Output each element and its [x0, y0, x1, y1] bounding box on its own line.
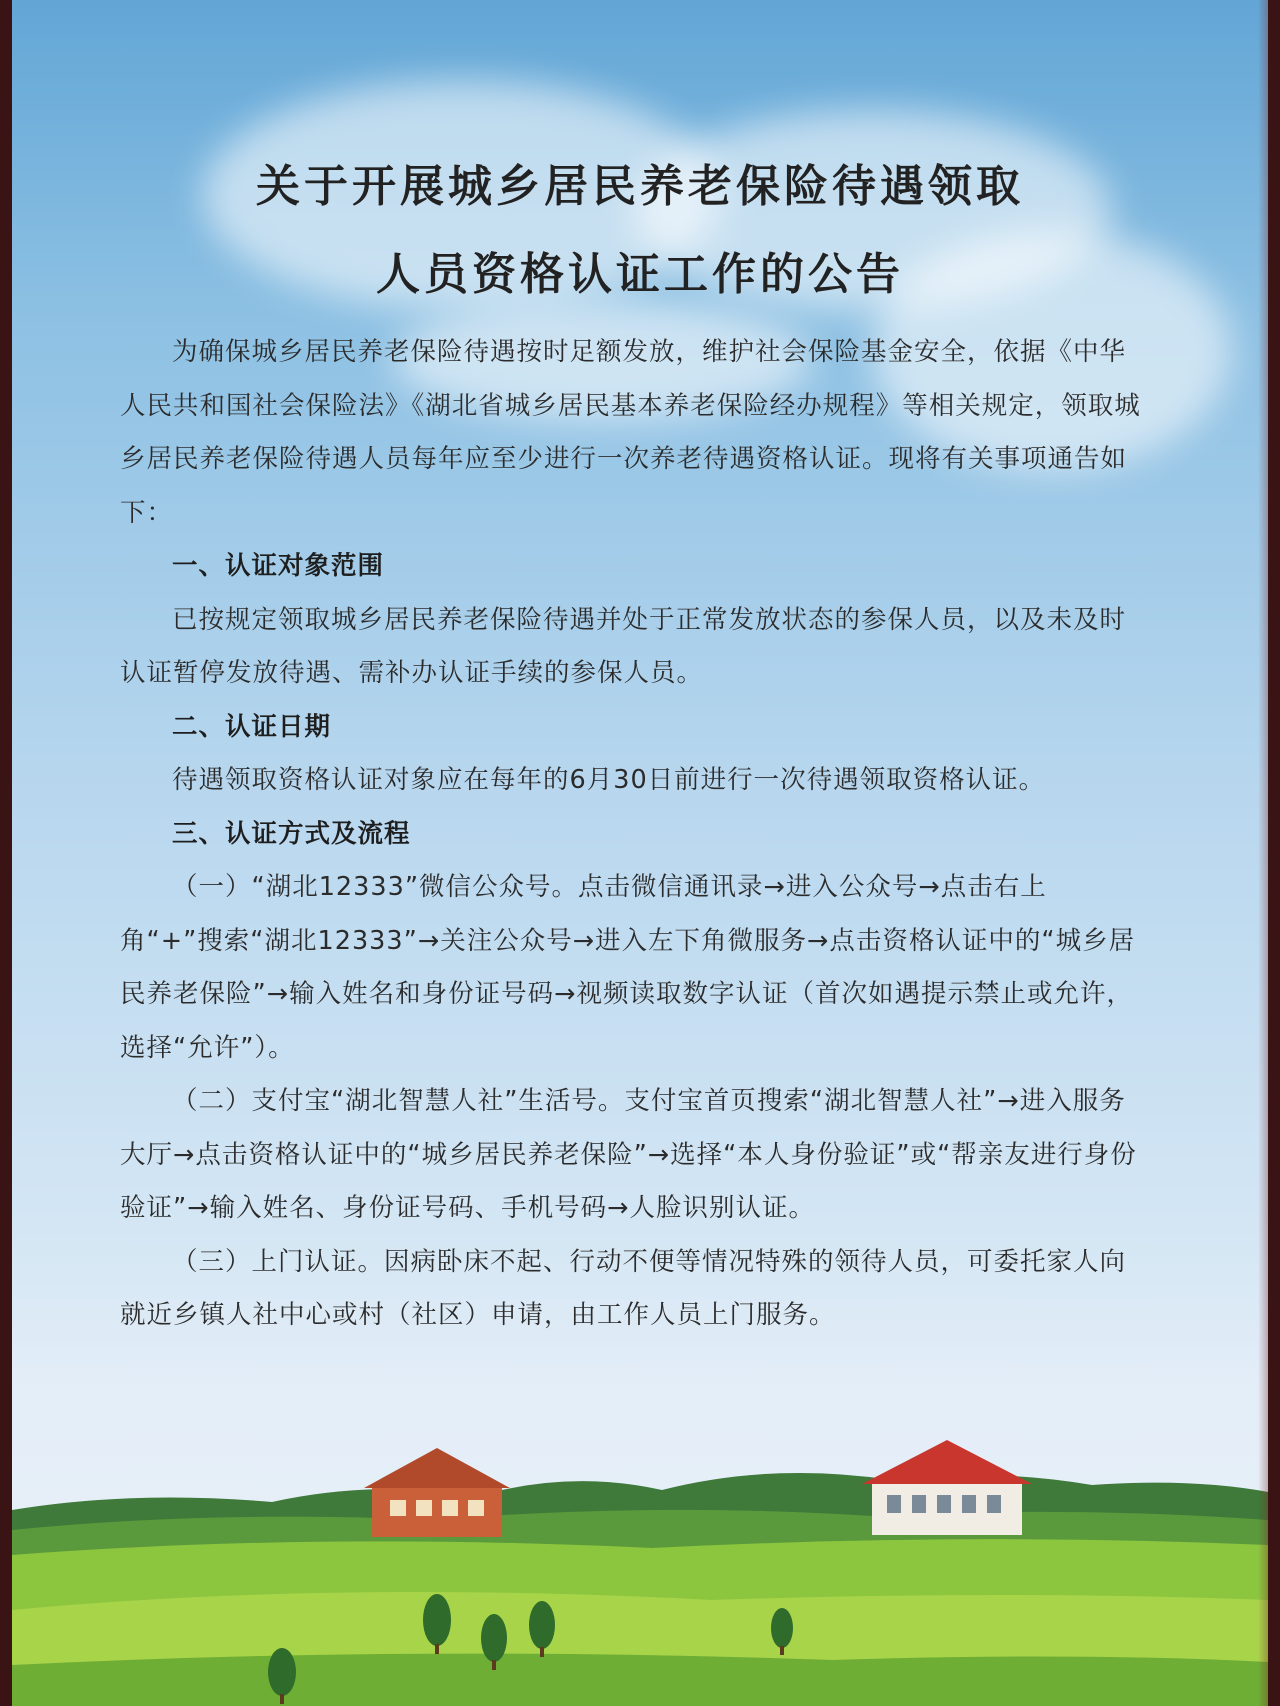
- notice-title-line-2: 人员资格认证工作的公告: [376, 249, 904, 300]
- intro-paragraph: 为确保城乡居民养老保险待遇按时足额发放，维护社会保险基金安全，依据《中华人民共和国社会保险法》《湖北省城乡居民基本养老保险经办规程》等相关规定，领取城乡居民养老保险待遇人员每年应至少进行一次养老待遇资格认证。现将有关事项通告如下：: [120, 337, 1141, 528]
- section-heading: 三、认证方式及流程: [172, 818, 411, 849]
- method-wechat-paragraph: （一）“湖北12333”微信公众号。点击微信通讯录→进入公众号→点击右上角“+”搜索“湖北12333”→关注公众号→进入左下角微服务→点击资格认证中的“城乡居民养老保险”→输入姓名和身份证号码→视频读取数字认证（首次如遇提示禁止或允许，选择“允许”）。: [120, 872, 1136, 1063]
- notice-body: [120, 326, 1150, 1343]
- section-paragraph: 待遇领取资格认证对象应在每年的6月30日前进行一次待遇领取资格认证。: [172, 765, 1046, 795]
- method-alipay-paragraph: （二）支付宝“湖北智慧人社”生活号。支付宝首页搜索“湖北智慧人社”→进入服务大厅→点击资格认证中的“城乡居民养老保险”→选择“本人身份验证”或“帮亲友进行身份验证”→输入姓名、身份证号码、手机号码→人脸识别认证。: [120, 1086, 1137, 1223]
- house-right: [862, 1440, 1032, 1535]
- countryside-illustration: [12, 1440, 1268, 1706]
- section-heading: 一、认证对象范围: [172, 551, 385, 581]
- section-heading: 二、认证日期: [172, 711, 332, 742]
- notice-paper: [12, 0, 1268, 1706]
- method-home-visit-paragraph: （三）上门认证。因病卧床不起、行动不便等情况特殊的领待人员，可委托家人向就近乡镇人社中心或村（社区）申请，由工作人员上门服务。: [120, 1246, 1127, 1330]
- paper-edge-shadow: [1258, 0, 1268, 1706]
- house-left: [364, 1448, 510, 1537]
- notice-title-line-1: 关于开展城乡居民养老保险待遇领取: [256, 161, 1024, 212]
- section-paragraph: 已按规定领取城乡居民养老保险待遇并处于正常发放状态的参保人员，以及未及时认证暂停发放待遇、需补办认证手续的参保人员。: [120, 604, 1127, 688]
